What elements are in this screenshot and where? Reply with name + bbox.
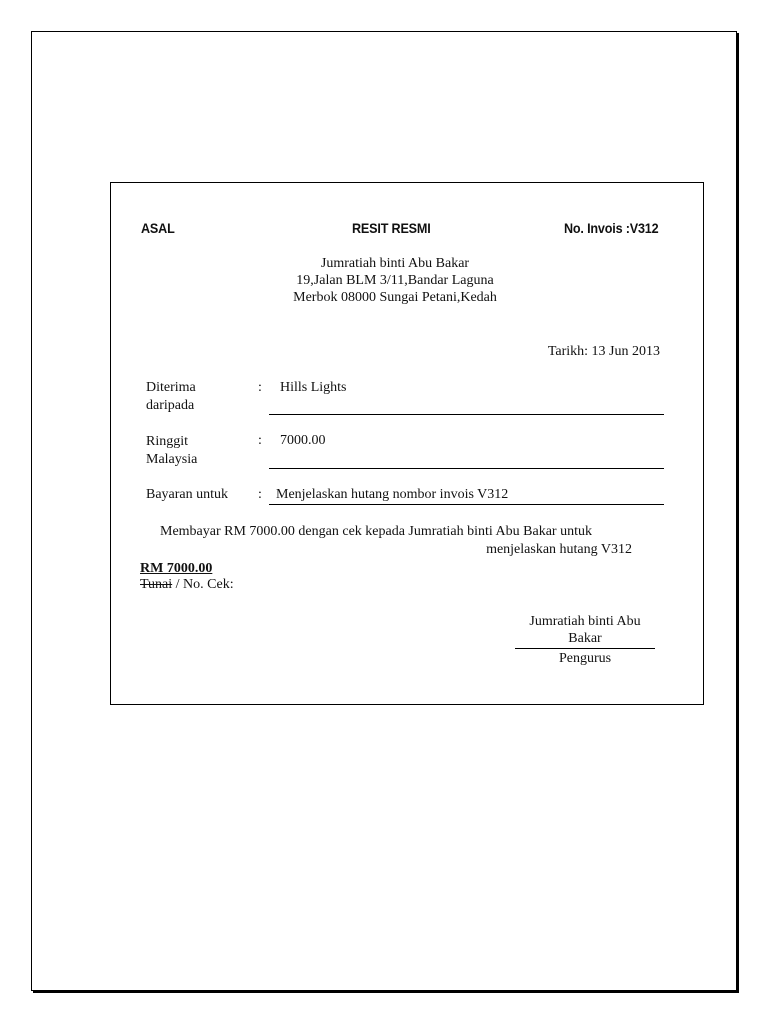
issuer-address-line2: Merbok 08000 Sungai Petani,Kedah — [293, 290, 497, 305]
received-from-colon: : — [258, 380, 262, 395]
amount-colon: : — [258, 433, 262, 448]
payment-method-cash: Tunai — [140, 577, 173, 592]
payment-for-rule — [269, 504, 664, 505]
amount-label-line1: Ringgit — [146, 434, 189, 449]
signature-block — [515, 613, 655, 667]
amount-label — [146, 433, 246, 469]
amount-rule — [269, 468, 664, 469]
received-from-label-line2: daripada — [146, 398, 195, 413]
signatory-name-line1: Jumratiah binti Abu — [529, 614, 641, 629]
received-from-label — [146, 379, 246, 415]
issuer-address-line1: 19,Jalan BLM 3/11,Bandar Laguna — [296, 273, 494, 288]
margin-line — [110, 508, 111, 558]
receipt-title: RESIT RESMI — [352, 220, 431, 236]
payment-statement — [160, 523, 632, 559]
payment-method-cheque: / No. Cek: — [172, 577, 234, 592]
payment-method — [140, 577, 234, 593]
received-from-label-line1: Diterima — [146, 380, 196, 395]
payment-for-colon: : — [258, 487, 262, 502]
amount-value: 7000.00 — [280, 433, 326, 448]
amount-total: RM 7000.00 — [140, 561, 213, 576]
signatory-name-line2: Bakar — [568, 631, 602, 646]
payment-for-value: Menjelaskan hutang nombor invois V312 — [276, 487, 509, 502]
receipt-date: Tarikh: 13 Jun 2013 — [547, 344, 660, 359]
received-from-rule — [269, 414, 664, 415]
received-from-value: Hills Lights — [280, 380, 347, 395]
amount-label-line2: Malaysia — [146, 452, 198, 467]
issuer-name: Jumratiah binti Abu Bakar — [320, 256, 470, 271]
invoice-number: No. Invois :V312 — [564, 220, 659, 236]
signature-rule — [515, 648, 655, 649]
copy-label: ASAL — [141, 220, 175, 236]
statement-line1: Membayar RM 7000.00 dengan cek kepada Jumratiah binti Abu Bakar untuk — [160, 524, 592, 539]
issuer-address — [260, 255, 530, 306]
signatory-role: Pengurus — [558, 651, 612, 666]
payment-for-label: Bayaran untuk — [146, 487, 229, 502]
statement-line2: menjelaskan hutang V312 — [486, 542, 632, 557]
